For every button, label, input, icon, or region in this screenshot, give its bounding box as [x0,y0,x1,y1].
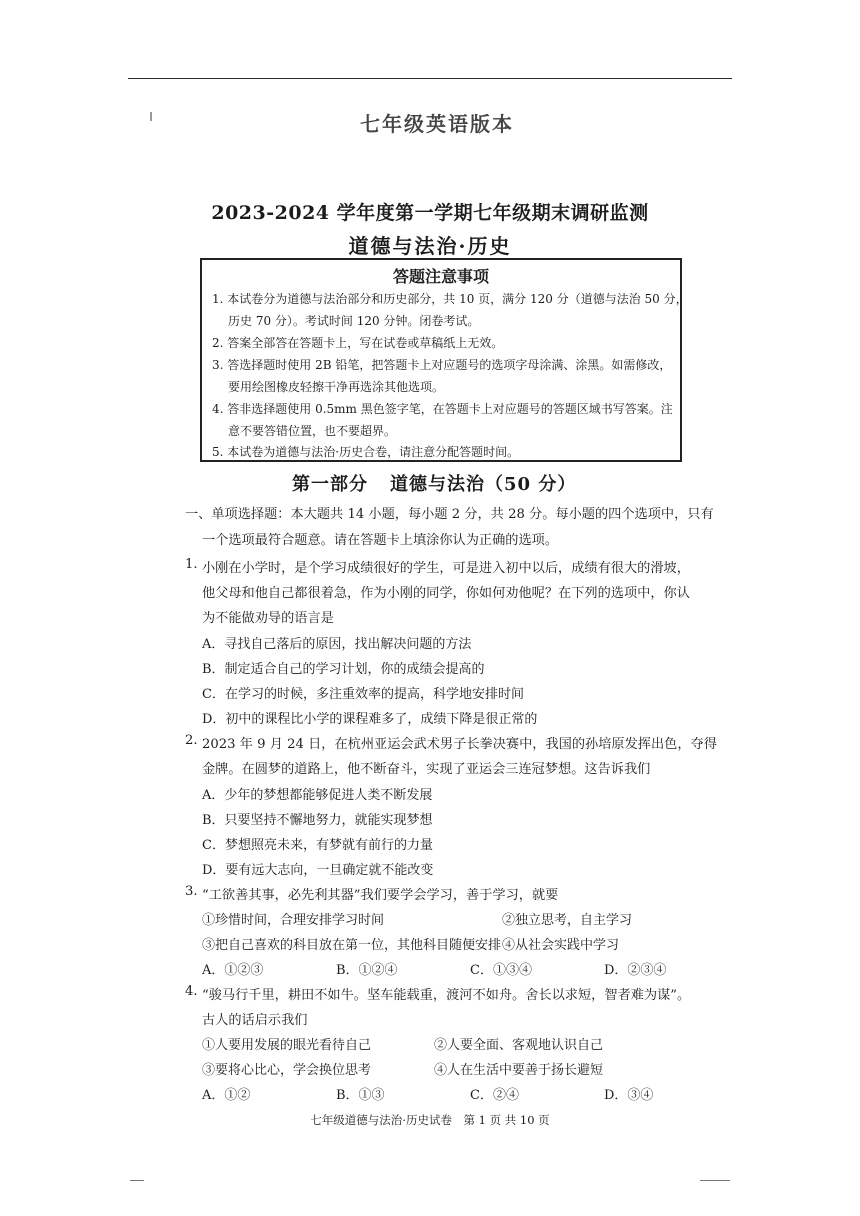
option-b: B．只要坚持不懈地努力，就能实现梦想 [202,813,433,828]
option-d: D．③④ [604,1088,654,1103]
part-heading [292,470,576,496]
scan-mark [130,1180,144,1181]
statement-1: ①人要用发展的眼光看待自己 [202,1038,372,1053]
option-a: A．①② [202,1088,251,1103]
option-b: B．①③ [336,1088,385,1103]
question-number: 3. [185,884,198,899]
exam-subtitle: 道德与法治·历史 [348,234,512,258]
statement-1: ①珍惜时间，合理安排学习时间 [202,913,385,928]
exam-title: 2023-2024 学年度第一学期七年级期末调研监测 [211,202,649,224]
notice-line: 意不要答错位置，也不要超界。 [228,424,397,438]
notice-line: 历史 70 分）。考试时间 120 分钟。闭卷考试。 [228,314,480,328]
option-c: C．梦想照亮未来，有梦就有前行的力量 [202,838,433,853]
option-b: B．①②④ [336,963,398,978]
option-d: D．初中的课程比小学的课程难多了，成绩下降是很正常的 [202,712,538,727]
section-instruction: 一、单项选择题：本大题共 14 小题，每小题 2 分，共 28 分。每小题的四个选项中，只有 [185,507,714,522]
statement-4: ④从社会实践中学习 [502,938,620,953]
part-subject: 道德与法治（50 分） [390,474,577,495]
statement-3: ③把自己喜欢的科目放在第一位，其他科目随便安排 [202,938,502,953]
question-number: 1. [185,557,198,572]
notice-title: 答题注意事项 [392,267,489,286]
option-a: A．少年的梦想都能够促进人类不断发展 [202,788,433,803]
question-stem: 2023 年 9 月 24 日，在杭州亚运会武术男子长拳决赛中，我国的孙培原发挥出色，夺得 [202,737,717,752]
option-a: A．①②③ [202,963,264,978]
notice-line: 2. 答案全部答在答题卡上，写在试卷或草稿纸上无效。 [212,336,504,350]
scan-mark [700,1180,730,1181]
part-name: 第一部分 [292,474,368,495]
notice-line: 3. 答选择题时使用 2B 铅笔，把答题卡上对应题号的选项字母涂满、涂黑。如需修改， [212,358,672,372]
question-stem: 古人的话启示我们 [202,1013,308,1028]
option-d: D．要有远大志向，一旦确定就不能改变 [202,863,434,878]
question-stem: 他父母和他自己都很着急，作为小刚的同学，你如何劝他呢？在下列的选项中，你认 [202,586,690,601]
option-c: C．在学习的时候，多注重效率的提高，科学地安排时间 [202,687,524,702]
option-c: C．②④ [470,1088,519,1103]
question-stem: “骏马行千里，耕田不如牛。坚车能载重，渡河不如舟。舍长以求短，智者难为谋”。 [202,988,691,1003]
statement-3: ③要将心比心，学会换位思考 [202,1063,372,1078]
notice-line: 5. 本试卷为道德与法治·历史合卷，请注意分配答题时间。 [212,445,520,459]
cutoff-header [0,106,860,136]
question-stem: 金牌。在圆梦的道路上，他不断奋斗，实现了亚运会三连冠梦想。这告诉我们 [202,762,651,777]
section-instruction: 一个选项最符合题意。请在答题卡上填涂你认为正确的选项。 [202,533,559,548]
question-number: 2. [185,733,198,748]
page-footer: 七年级道德与法治·历史试卷 第 1 页 共 10 页 [310,1113,550,1127]
notice-line: 1. 本试卷分为道德与法治部分和历史部分，共 10 页，满分 120 分（道德与法治 50 分， [212,292,688,306]
statement-2: ②独立思考，自主学习 [502,913,633,928]
option-d: D．②③④ [604,963,667,978]
question-stem: 小刚在小学时，是个学习成绩很好的学生，可是进入初中以后，成绩有很大的滑坡， [202,561,690,576]
statement-4: ④人在生活中要善于扬长避短 [434,1063,604,1078]
notice-line: 要用绘图橡皮轻擦干净再选涂其他选项。 [228,380,445,394]
notice-line: 4. 答非选择题使用 0.5mm 黑色签字笔，在答题卡上对应题号的答题区域书写答案。注 [212,402,673,416]
top-rule [128,78,732,79]
cutoff-header-text: 七年级英语版本 [360,112,514,136]
option-a: A．寻找自己落后的原因，找出解决问题的方法 [202,637,472,652]
scan-speck [150,112,152,121]
question-stem: 为不能做劝导的语言是 [202,611,334,626]
option-c: C．①③④ [470,963,532,978]
question-stem: “工欲善其事，必先利其器”我们要学会学习，善于学习，就要 [202,888,559,903]
statement-2: ②人要全面、客观地认识自己 [434,1038,604,1053]
question-number: 4. [185,984,198,999]
notice-box [200,258,688,462]
option-b: B．制定适合自己的学习计划，你的成绩会提高的 [202,662,485,677]
